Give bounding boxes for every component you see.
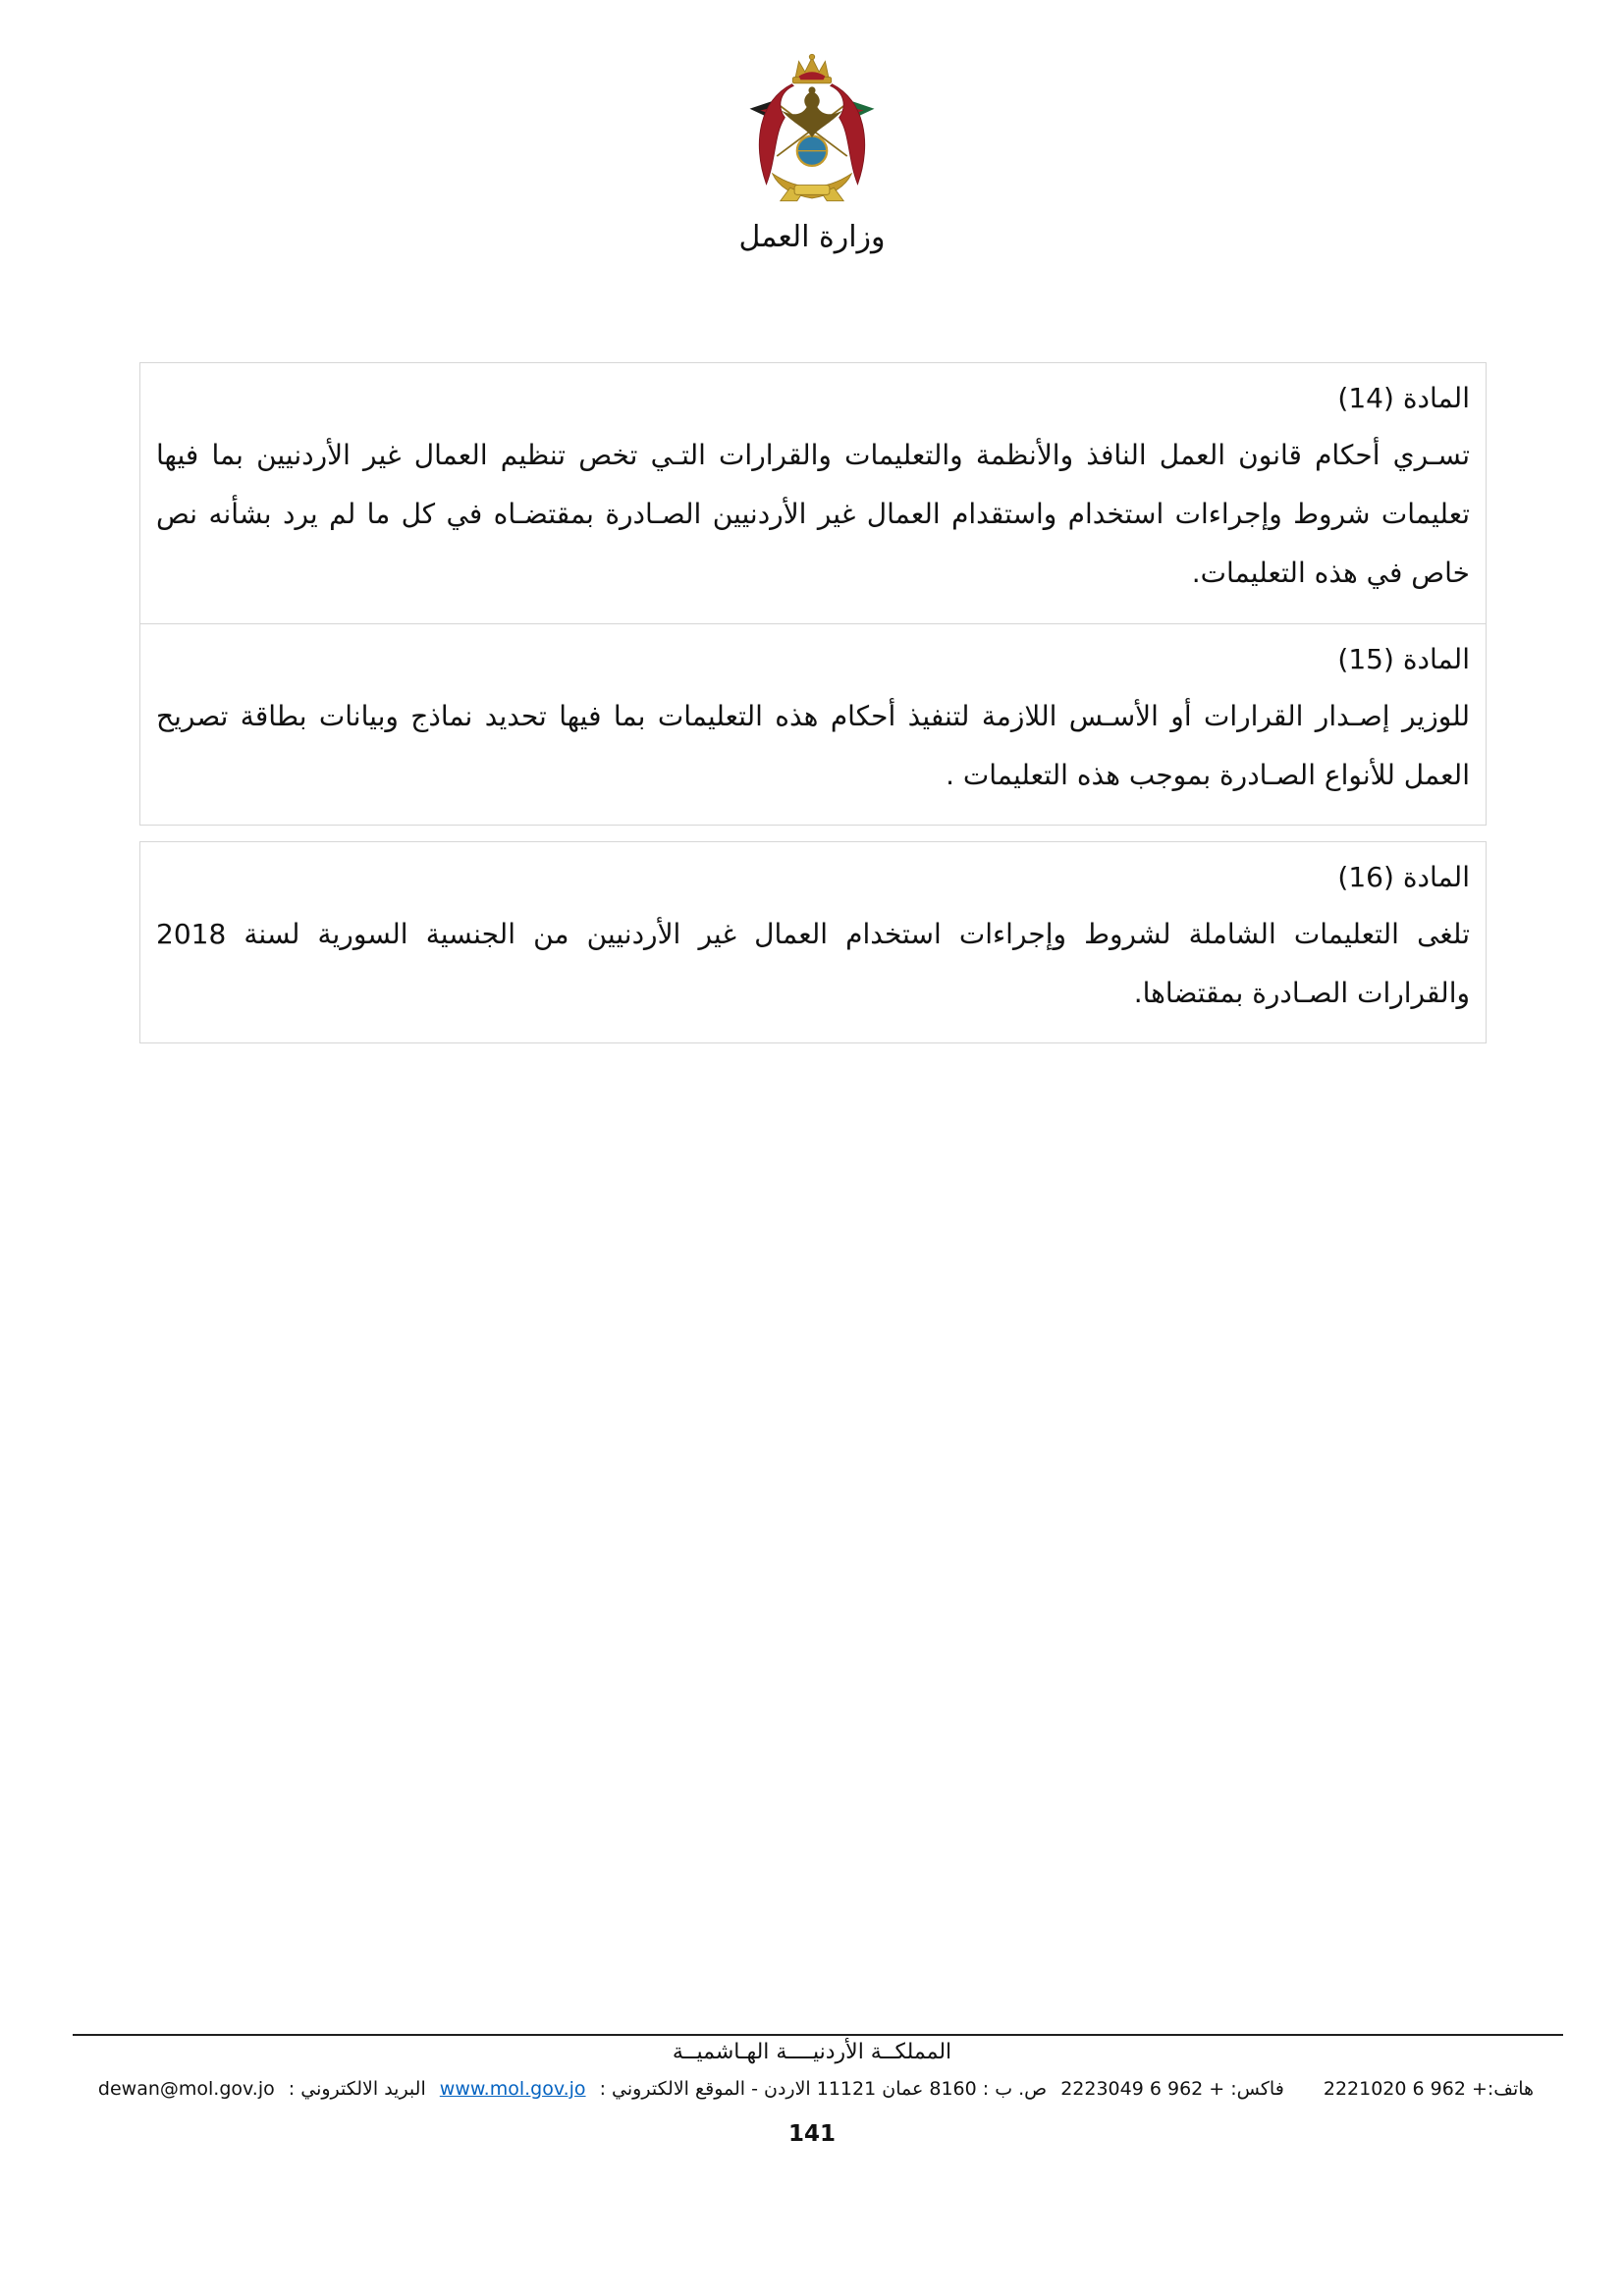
article-16 — [139, 841, 1487, 1043]
article-15-title: المادة (15) — [1337, 642, 1470, 675]
ministry-title: وزارة العمل — [738, 220, 886, 254]
article-15-body: للوزير إصـدار القرارات أو الأسـس اللازمة لتنفيذ أحكام هذه التعليمات بما فيها تحديد نماذج وبيانات بطاقة تصريح العمل للأنواع الصـادرة بموجب هذه التعليمات . — [156, 699, 1470, 791]
contact-email: dewan@mol.gov.jo — [97, 2078, 275, 2100]
contact-phone: هاتف:+ 962 6 2221020 — [1323, 2078, 1535, 2100]
article-14-body: تسـري أحكام قانون العمل النافذ والأنظمة والتعليمات والقرارات التـي تخص تنظيم العمال غير الأردنيين بما فيها تعليمات شروط وإجراءات استخدام واستقدام العمال غير الأردنيين الصـادرة بمقتضـاه في كل ما لم يرد بشأنه نص خاص في هذه التعليمات. — [156, 439, 1470, 590]
article-16-body: تلغى التعليمات الشاملة لشروط وإجراءات استخدام العمال غير الأردنيين من الجنسية السورية لسنة 2018 والقرارات الصـادرة بمقتضاها. — [156, 917, 1470, 1010]
email-label: البريد الالكتروني : — [288, 2078, 426, 2100]
contact-line — [0, 2078, 1624, 2100]
article-14-title: المادة (14) — [1337, 382, 1470, 414]
website-link[interactable]: www.mol.gov.jo — [439, 2078, 586, 2100]
article-14 — [139, 362, 1487, 624]
contact-fax: فاكس: + 962 6 2223049 — [1060, 2078, 1284, 2100]
page-footer — [0, 2034, 1624, 2147]
page-number: 141 — [787, 2121, 836, 2147]
articles-section — [139, 362, 1487, 1043]
footer-divider — [73, 2034, 1563, 2036]
kingdom-title: المملكــة الأردنيــــة الهـاشميــة — [672, 2040, 952, 2064]
article-16-title: المادة (16) — [1337, 860, 1470, 893]
jordan-coat-of-arms-icon — [737, 51, 887, 212]
contact-po-box: ص. ب : 8160 عمان 11121 الاردن - الموقع الالكتروني : — [599, 2078, 1048, 2100]
article-15 — [139, 623, 1487, 826]
document-header — [0, 0, 1624, 254]
